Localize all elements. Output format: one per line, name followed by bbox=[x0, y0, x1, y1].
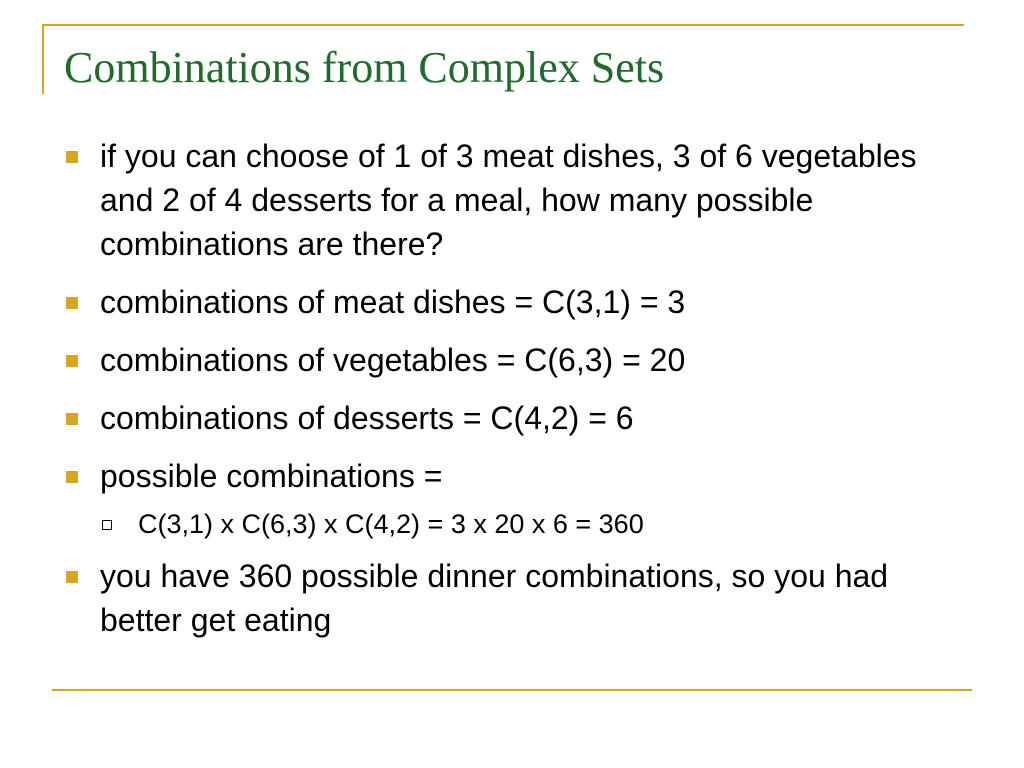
bullet-item bbox=[66, 338, 966, 382]
hollow-square-bullet-icon bbox=[102, 520, 112, 530]
bullet-list bbox=[66, 134, 966, 656]
filled-square-bullet-icon bbox=[66, 571, 78, 583]
slide-title: Combinations from Complex Sets bbox=[64, 43, 665, 92]
filled-square-bullet-icon bbox=[66, 297, 78, 309]
filled-square-bullet-icon bbox=[66, 355, 78, 367]
bullet-item bbox=[66, 454, 966, 498]
bullet-text: you have 360 possible dinner combinations, so you had better get eating bbox=[100, 558, 889, 638]
filled-square-bullet-icon bbox=[66, 413, 78, 425]
filled-square-bullet-icon bbox=[66, 471, 78, 483]
bullet-text: possible combinations = bbox=[100, 458, 443, 494]
frame-top-line bbox=[42, 24, 964, 26]
sub-bullet-item bbox=[100, 504, 966, 544]
bullet-item bbox=[66, 396, 966, 440]
sub-bullet-text: C(3,1) x C(6,3) x C(4,2) = 3 x 20 x 6 = 360 bbox=[138, 509, 644, 539]
frame-bottom-line bbox=[52, 689, 972, 691]
bullet-text: if you can choose of 1 of 3 meat dishes, 3 of 6 vegetables and 2 of 4 desserts for a meal, how many possible combinations are there? bbox=[100, 138, 917, 262]
bullet-item bbox=[66, 134, 966, 266]
bullet-text: combinations of vegetables = C(6,3) = 20 bbox=[100, 342, 686, 378]
frame-left-line bbox=[42, 24, 44, 94]
filled-square-bullet-icon bbox=[66, 151, 78, 163]
bullet-text: combinations of meat dishes = C(3,1) = 3 bbox=[100, 284, 686, 320]
bullet-item bbox=[66, 280, 966, 324]
bullet-text: combinations of desserts = C(4,2) = 6 bbox=[100, 400, 634, 436]
bullet-item bbox=[66, 554, 966, 642]
